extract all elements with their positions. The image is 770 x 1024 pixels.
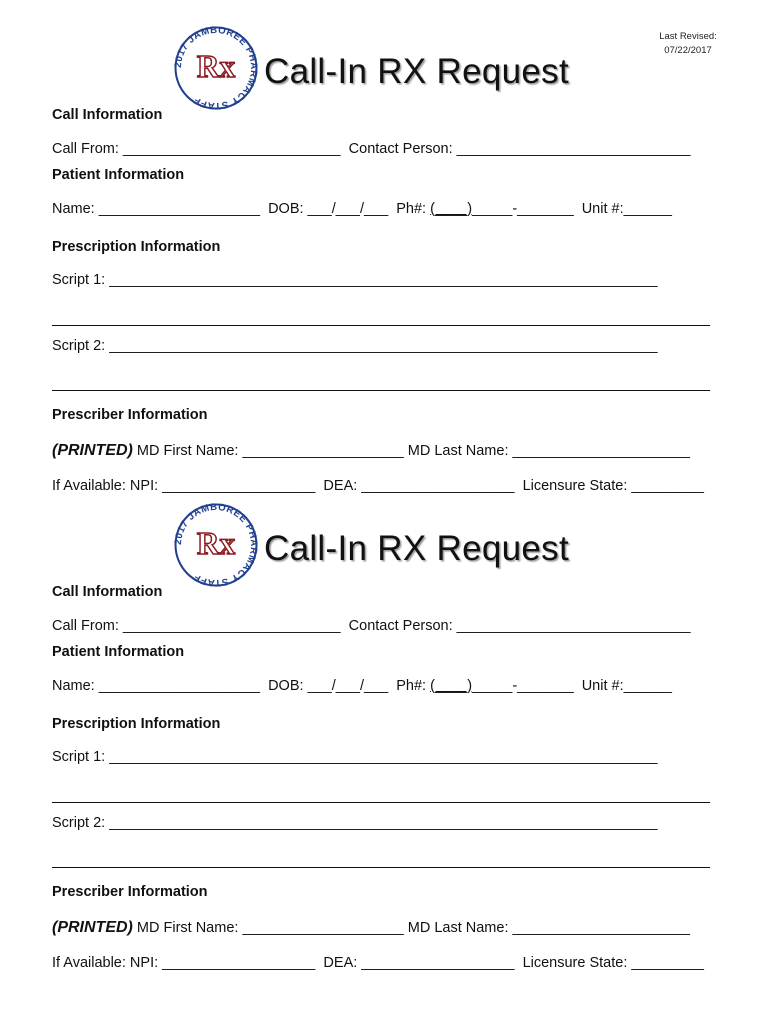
- call-in-form-2: [0, 477, 770, 977]
- call-information-heading: Call Information: [52, 107, 163, 123]
- script-1-continuation-line[interactable]: [52, 802, 710, 803]
- patient-information-heading: Patient Information: [52, 644, 185, 660]
- script-1-continuation-line[interactable]: [52, 325, 710, 326]
- patient-name-dob-label: Name: ____________________ DOB: ___/___/___ Ph#:: [52, 201, 431, 217]
- form-title: Call-In RX Request: [264, 52, 569, 91]
- call-information-heading: Call Information: [52, 584, 163, 600]
- phone-area-code: (____): [430, 678, 473, 694]
- script-2-continuation-line[interactable]: [52, 390, 710, 391]
- prescriber-ids-field[interactable]: If Available: NPI: ___________________ DEA: ___________________ Licensure State: _________: [52, 478, 704, 494]
- prescriber-information-heading: Prescriber Information: [52, 407, 208, 423]
- phone-rest-unit: _____-_______ Unit #:______: [472, 678, 672, 694]
- prescriber-names-field[interactable]: [52, 919, 690, 937]
- jamboree-pharmacy-logo: [170, 499, 262, 591]
- call-in-form-1: [0, 0, 770, 500]
- phone-rest-unit: _____-_______ Unit #:______: [472, 201, 672, 217]
- logo-rx-symbol: Rx: [196, 49, 236, 85]
- prescriber-ids-field[interactable]: If Available: NPI: ___________________ DEA: ___________________ Licensure State: _________: [52, 955, 704, 971]
- logo-ring-text: 2017 JAMBOREE PHARMACY STAFF: [172, 501, 260, 589]
- printed-label: (PRINTED): [52, 919, 133, 936]
- patient-name-dob-label: Name: ____________________ DOB: ___/___/___ Ph#:: [52, 678, 431, 694]
- logo-ring-text: 2017 JAMBOREE PHARMACY STAFF: [172, 24, 260, 112]
- script-2-continuation-line[interactable]: [52, 867, 710, 868]
- last-revised-date: 07/22/2017: [664, 45, 712, 56]
- phone-area-code: (____): [430, 201, 473, 217]
- patient-details-field[interactable]: [52, 201, 672, 217]
- md-names-label: MD First Name: ____________________ MD Last Name: ______________________: [132, 443, 690, 459]
- call-from-field[interactable]: Call From: ___________________________ Contact Person: _____________________________: [52, 618, 691, 634]
- script-1-field[interactable]: Script 1: ____________________________________________________________________: [52, 749, 658, 765]
- call-from-field[interactable]: Call From: ___________________________ Contact Person: _____________________________: [52, 141, 691, 157]
- jamboree-pharmacy-logo: [170, 22, 262, 114]
- md-names-label: MD First Name: ____________________ MD Last Name: ______________________: [132, 920, 690, 936]
- printed-label: (PRINTED): [52, 442, 133, 459]
- script-1-field[interactable]: Script 1: ____________________________________________________________________: [52, 272, 658, 288]
- patient-details-field[interactable]: [52, 678, 672, 694]
- form-title: Call-In RX Request: [264, 529, 569, 568]
- prescriber-information-heading: Prescriber Information: [52, 884, 208, 900]
- prescription-information-heading: Prescription Information: [52, 716, 221, 732]
- logo-rx-symbol: Rx: [196, 526, 236, 562]
- last-revised-label: Last Revised:: [659, 31, 717, 42]
- prescription-information-heading: Prescription Information: [52, 239, 221, 255]
- script-2-field[interactable]: Script 2: ____________________________________________________________________: [52, 338, 658, 354]
- script-2-field[interactable]: Script 2: ____________________________________________________________________: [52, 815, 658, 831]
- patient-information-heading: Patient Information: [52, 167, 185, 183]
- prescriber-names-field[interactable]: [52, 442, 690, 460]
